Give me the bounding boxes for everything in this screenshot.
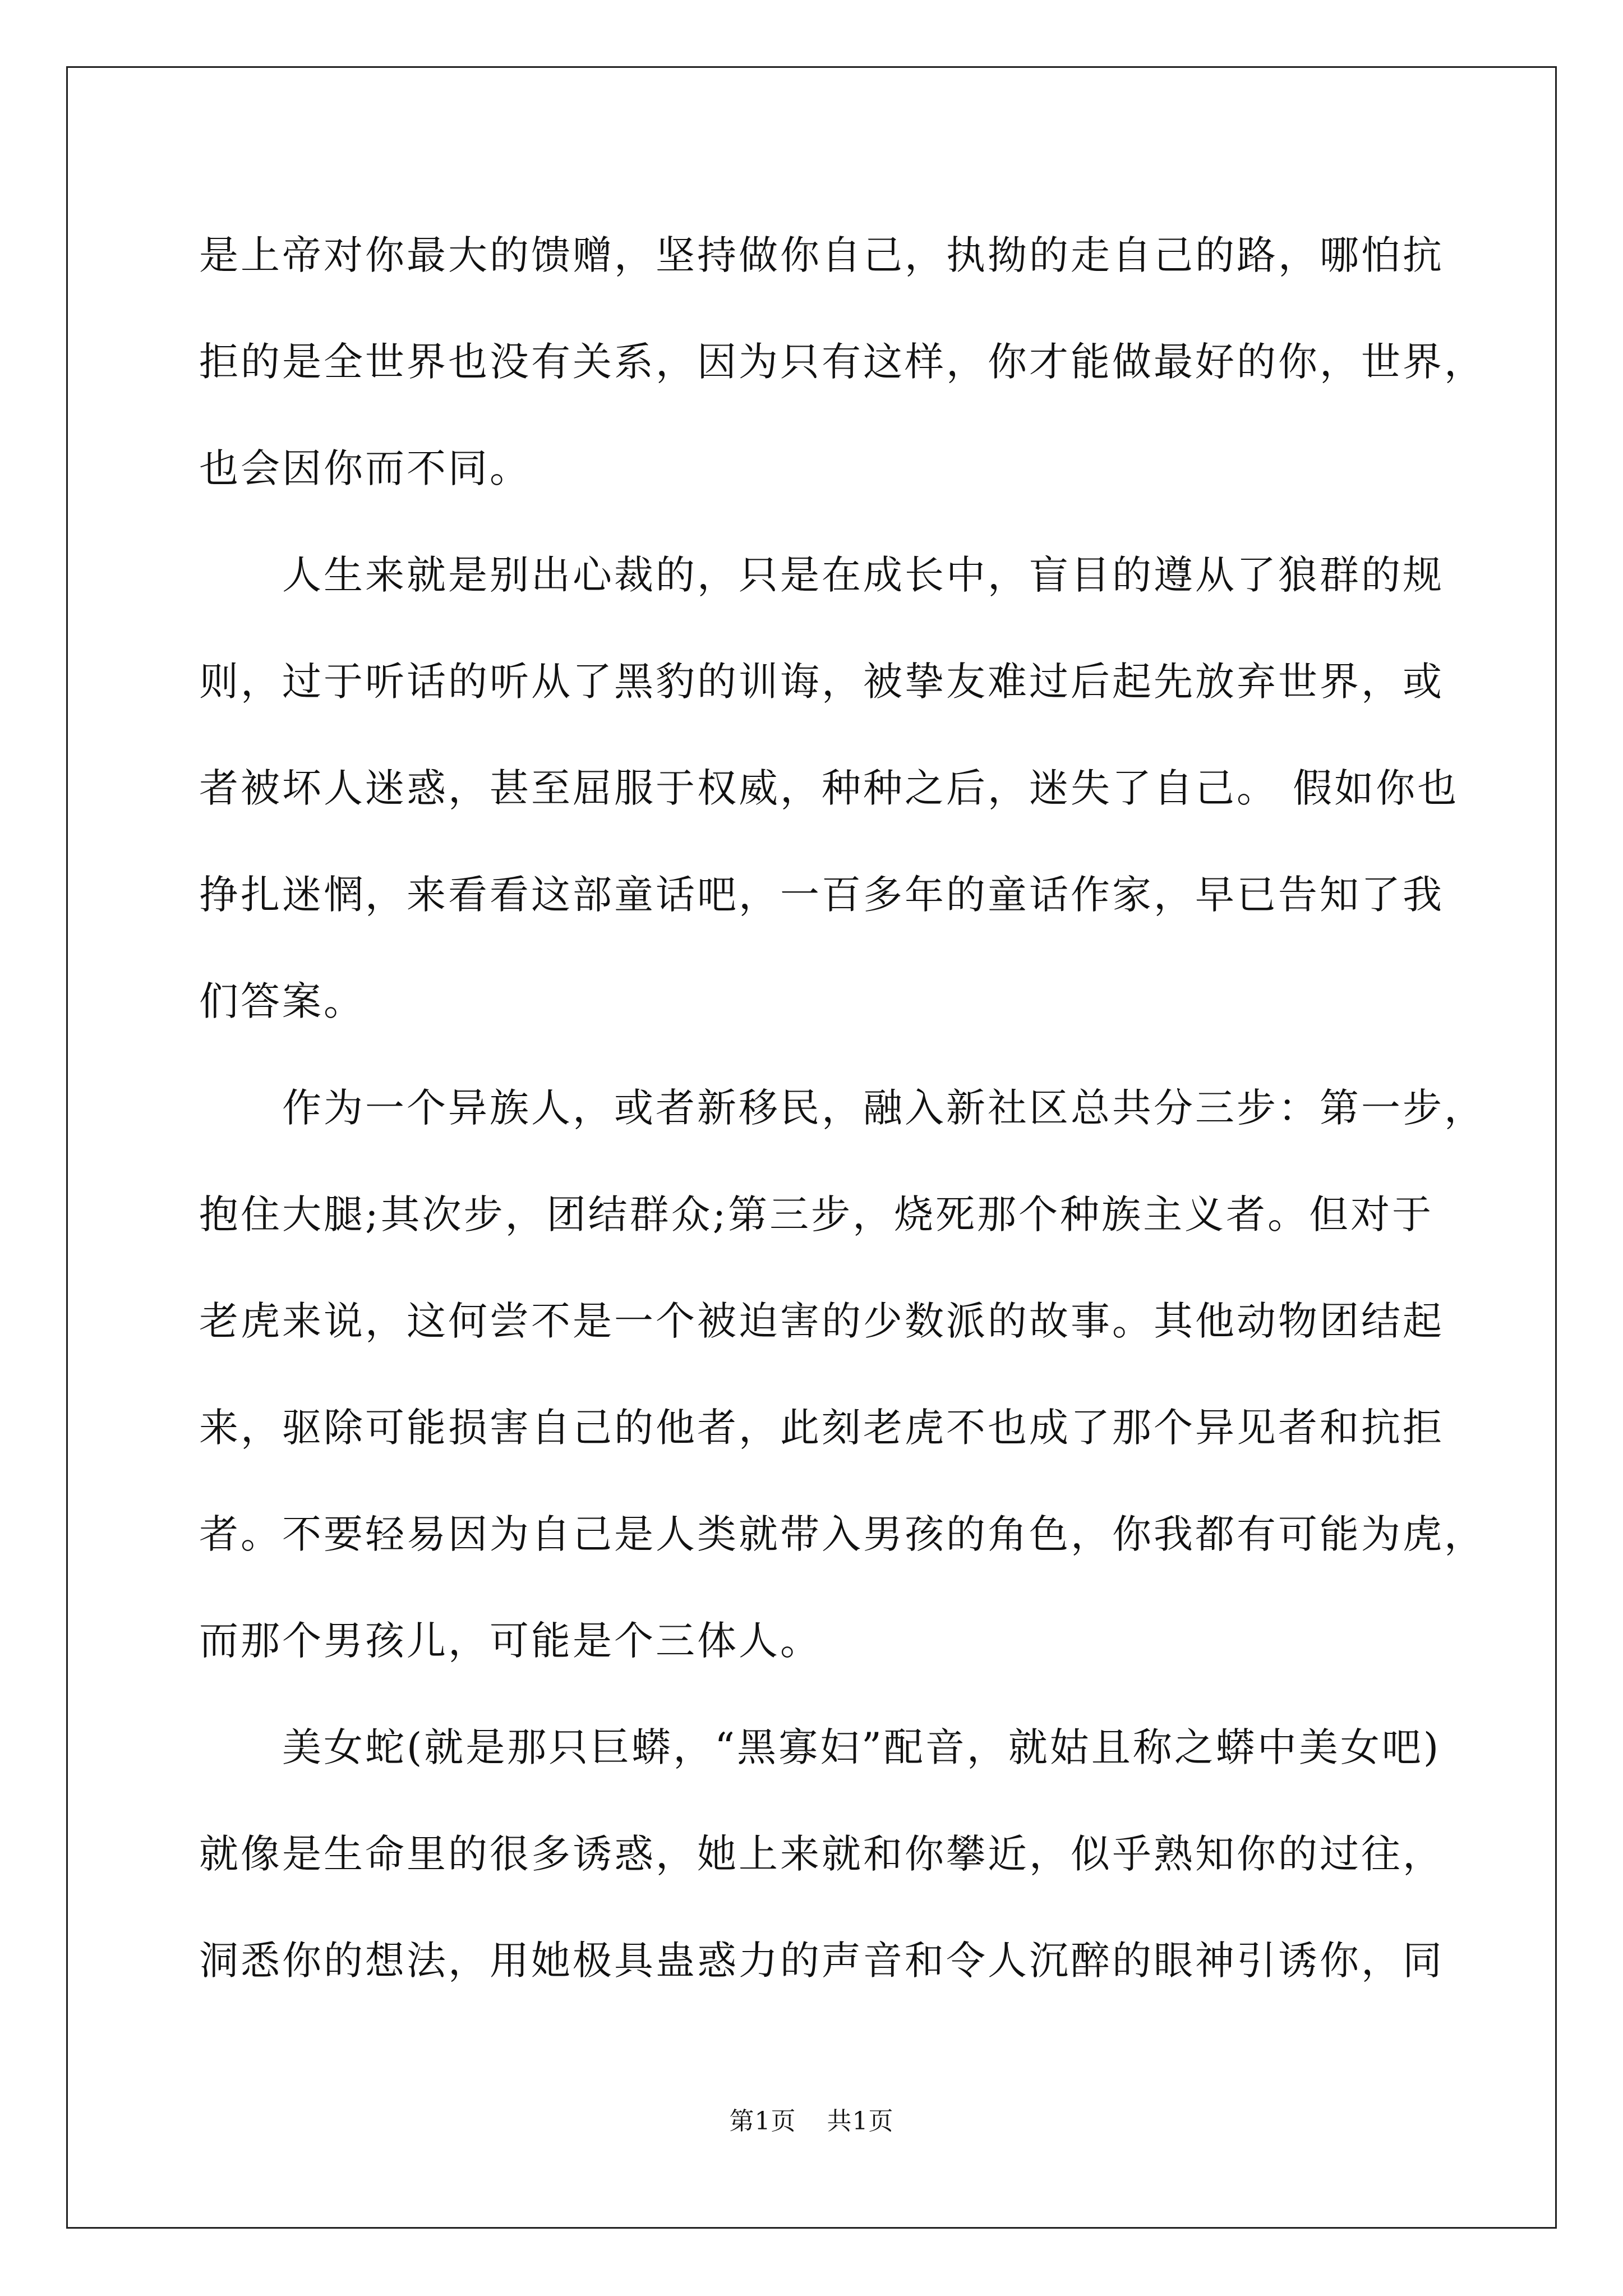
text-line: 是上帝对你最大的馈赠，坚持做你自己，执拗的走自己的路，哪怕抗 [199,232,1444,278]
text-line-paragraph-start: 人生来就是别出心裁的，只是在成长中，盲目的遵从了狼群的规 [282,552,1444,598]
text-line: 老虎来说，这何尝不是一个被迫害的少数派的故事。其他动物团结起 [199,1298,1444,1344]
text-line: 而那个男孩儿，可能是个三体人。 [199,1618,822,1664]
text-line: 者。不要轻易因为自己是人类就带入男孩的角色，你我都有可能为虎， [199,1511,1486,1557]
text-line-paragraph-start: 作为一个异族人，或者新移民，融入新社区总共分三步：第一步， [282,1085,1486,1131]
text-line: 们答案。 [199,978,365,1024]
text-line: 拒的是全世界也没有关系，因为只有这样，你才能做最好的你，世界， [199,339,1486,385]
page-number-current: 第1页 [729,2107,796,2136]
document-body [199,202,1486,2014]
page-number-total: 共1页 [827,2107,894,2136]
text-line-paragraph-start: 美女蛇(就是那只巨蟒，“黑寡妇”配音，就姑且称之蟒中美女吧) [282,1724,1441,1770]
text-line: 来，驱除可能损害自己的他者，此刻老虎不也成了那个异见者和抗拒 [199,1405,1444,1451]
text-line: 就像是生命里的很多诱惑，她上来就和你攀近，似乎熟知你的过往， [199,1831,1444,1877]
text-line: 者被坏人迷惑，甚至屈服于权威，种种之后，迷失了自己。 假如你也 [199,765,1459,811]
text-line: 也会因你而不同。 [199,445,531,491]
text-line: 则，过于听话的听从了黑豹的训诲，被挚友难过后起先放弃世界，或 [199,659,1444,705]
text-line: 抱住大腿;其次步，团结群众;第三步，烧死那个种族主义者。但对于 [199,1191,1434,1237]
text-line: 洞悉你的想法，用她极具蛊惑力的声音和令人沉醉的眼神引诱你，同 [199,1938,1444,1984]
text-line: 挣扎迷惘，来看看这部童话吧，一百多年的童话作家，早已告知了我 [199,872,1444,918]
page-footer [0,2101,1623,2137]
